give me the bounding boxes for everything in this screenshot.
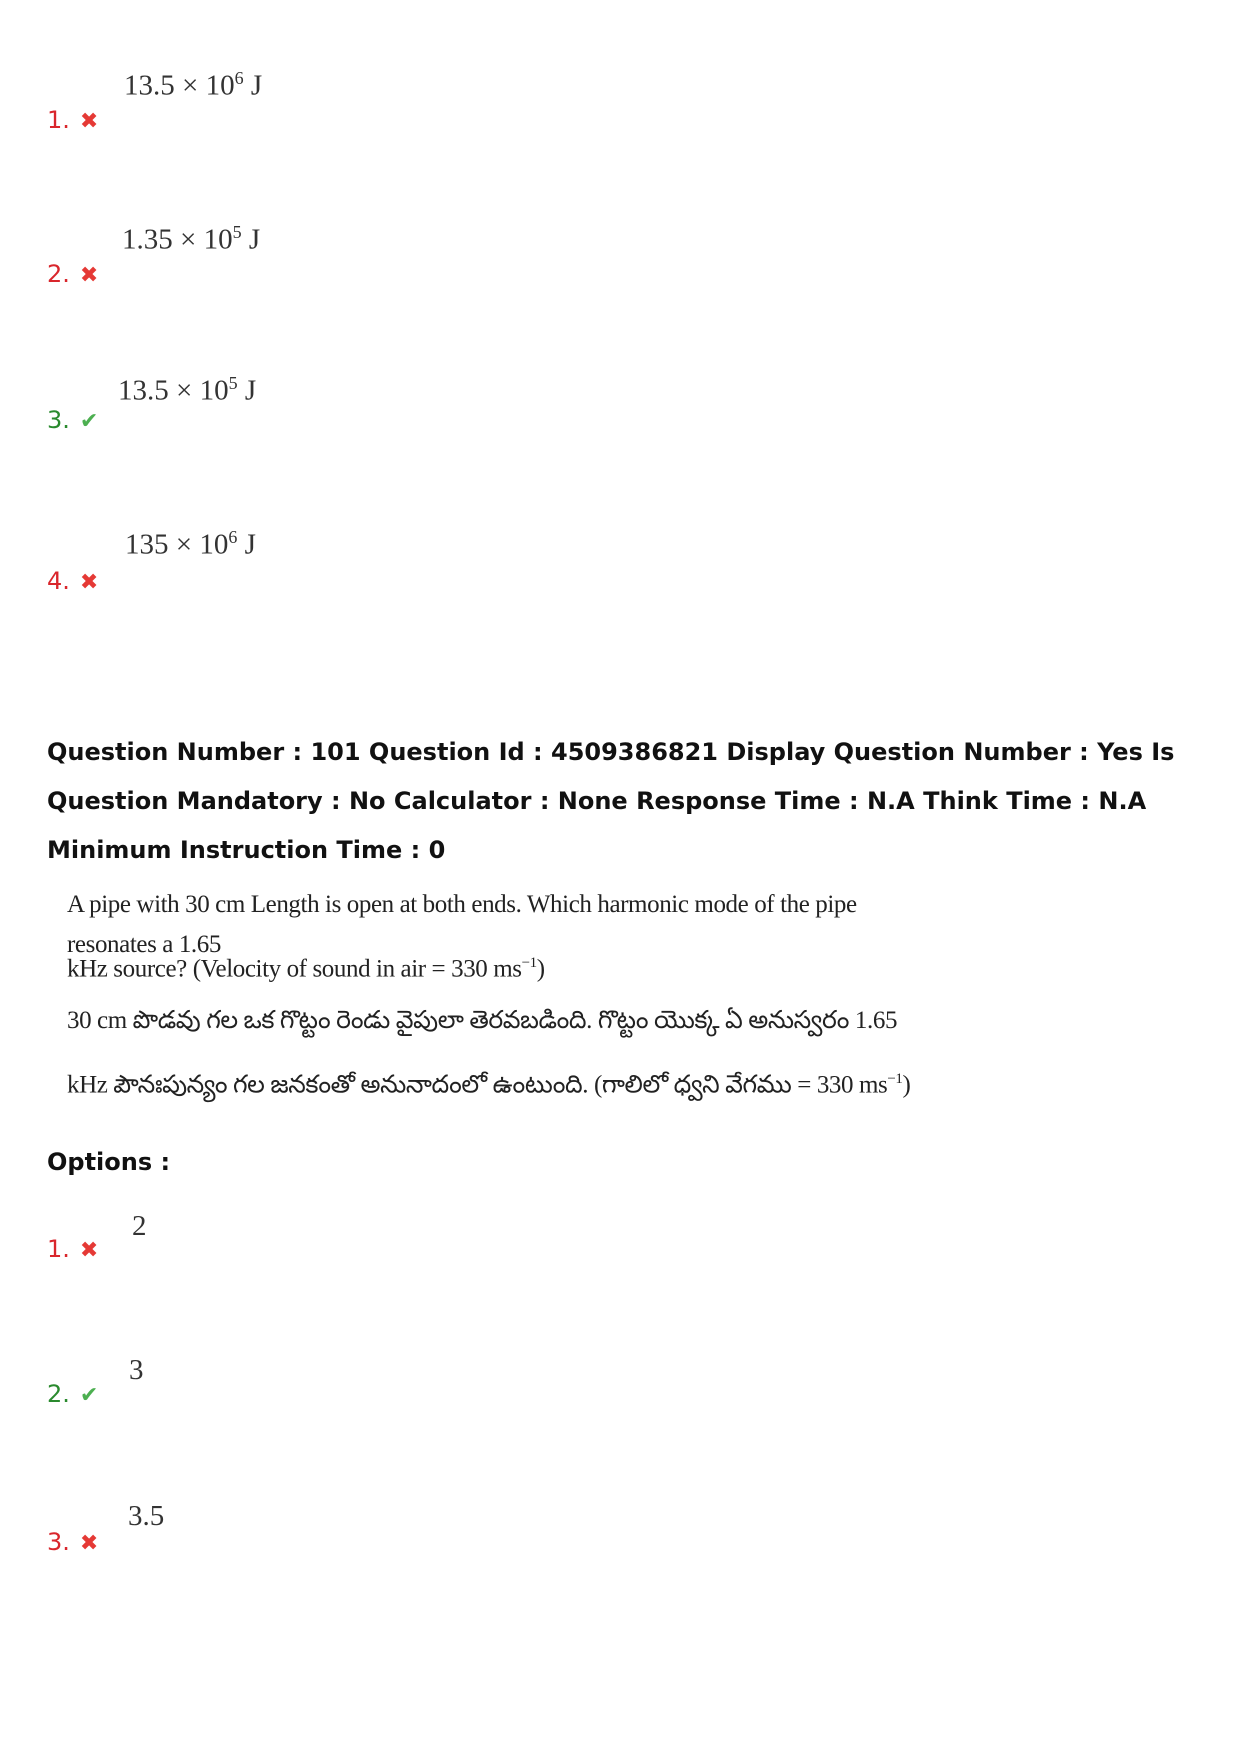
option-number: 4. ✖ bbox=[47, 567, 99, 595]
question-text bbox=[67, 885, 947, 1117]
check-icon: ✔ bbox=[79, 1383, 99, 1408]
question-line-en-2: kHz source? (Velocity of sound in air = 330 $ms^{-1}$) bbox=[67, 955, 545, 983]
option-value: 3.5 bbox=[128, 1500, 165, 1532]
cross-icon: ✖ bbox=[79, 109, 99, 134]
option-number: 2. ✖ bbox=[47, 260, 99, 288]
option-value: $1.35 \times 10^5$ J bbox=[122, 222, 261, 256]
option-value: 2 bbox=[132, 1210, 147, 1242]
check-icon: ✔ bbox=[79, 409, 99, 434]
question-line-te-1: 30 cm పొడవు గల ఒక గొట్టం రెండు వైపులా తెరవబడింది. గొట్టం యొక్క ఏ అనుస్వరం 1.65 bbox=[67, 1007, 898, 1034]
cross-icon: ✖ bbox=[79, 1238, 99, 1263]
option-number: 1. ✖ bbox=[47, 106, 99, 134]
option-value: $135 \times 10^6$ J bbox=[125, 527, 256, 561]
option-value: $13.5 \times 10^6$ J bbox=[124, 68, 263, 102]
options-label: Options : bbox=[47, 1148, 171, 1176]
option-number: 3. ✔ bbox=[47, 406, 99, 434]
question-meta: Question Number : 101 Question Id : 4509386821 Display Question Number : Yes Is Question Mandatory : No Calculator : None Response Time : N.A Think Time : N.A Minimum Instruction Time : 0 bbox=[47, 738, 1175, 864]
cross-icon: ✖ bbox=[79, 570, 99, 595]
question-line-te-2: kHz పౌనఃపున్యం గల జనకంతో అనునాదంలో ఉంటుంది. (గాలిలో ధ్వని వేగము = 330 $ms^{-1}$) bbox=[67, 1071, 911, 1099]
option-value: 3 bbox=[129, 1354, 144, 1386]
option-number: 3. ✖ bbox=[47, 1528, 99, 1556]
option-number: 2. ✔ bbox=[47, 1380, 99, 1408]
cross-icon: ✖ bbox=[79, 263, 99, 288]
option-number: 1. ✖ bbox=[47, 1235, 99, 1263]
option-value: $13.5 \times 10^5$ J bbox=[118, 373, 257, 407]
cross-icon: ✖ bbox=[79, 1531, 99, 1556]
question-line-en-1: A pipe with 30 cm Length is open at both ends. Which harmonic mode of the pipe resonates a 1.65 bbox=[67, 891, 857, 958]
